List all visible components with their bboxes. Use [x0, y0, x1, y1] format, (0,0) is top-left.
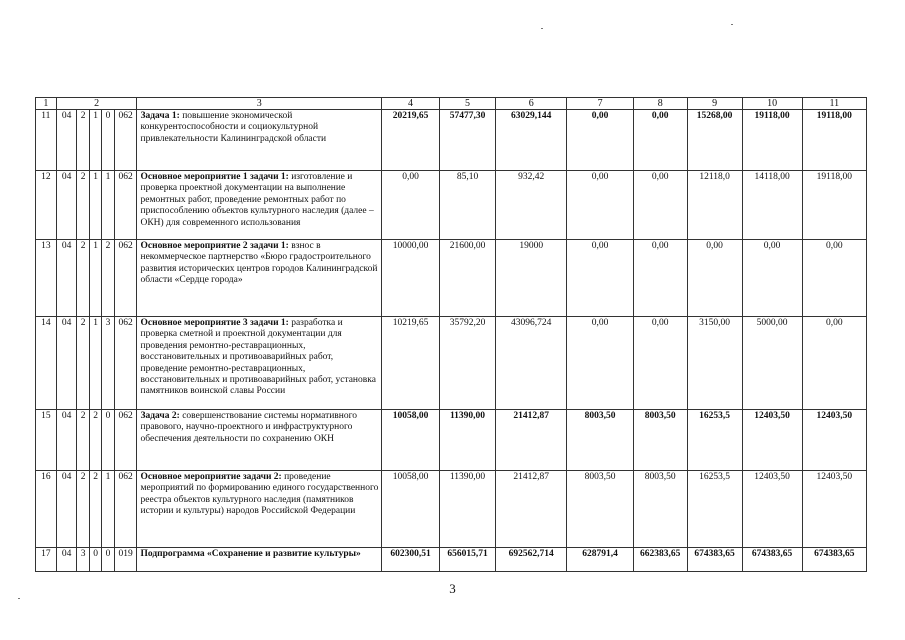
- table-row: [36, 110, 867, 171]
- value-cell: 0,00: [633, 317, 687, 410]
- value-cell: 12403,50: [742, 410, 802, 471]
- value-cell: 674383,65: [687, 548, 742, 572]
- row-number-cell: 16: [36, 471, 57, 548]
- description-cell: [137, 110, 382, 171]
- value-cell: 57477,30: [440, 110, 496, 171]
- value-cell: 674383,65: [742, 548, 802, 572]
- code-cell: 062: [114, 110, 137, 171]
- header-cell: 10: [742, 98, 802, 110]
- scan-speck: [731, 24, 733, 25]
- value-cell: 5000,00: [742, 317, 802, 410]
- row-number-cell: 15: [36, 410, 57, 471]
- code-cell: 1: [89, 317, 101, 410]
- value-cell: 12403,50: [742, 471, 802, 548]
- code-cell: 2: [77, 410, 89, 471]
- value-cell: 19118,00: [802, 171, 866, 240]
- value-cell: 10058,00: [382, 410, 440, 471]
- table-row: [36, 410, 867, 471]
- value-cell: 10058,00: [382, 471, 440, 548]
- code-cell: 1: [89, 240, 101, 317]
- description-text: взнос в некоммерческое партнерство «Бюро градостроительного развития исторических центров городов Калининградской области «Сердце города»: [140, 241, 378, 286]
- description-title: Основное мероприятие 2 задачи 1:: [140, 241, 289, 251]
- value-cell: 0,00: [802, 240, 866, 317]
- table-body: [36, 110, 867, 572]
- value-cell: 0,00: [567, 171, 633, 240]
- value-cell: 10000,00: [382, 240, 440, 317]
- scan-speck: [541, 28, 543, 29]
- value-cell: 8003,50: [567, 410, 633, 471]
- table-row: [36, 548, 867, 572]
- value-cell: 15268,00: [687, 110, 742, 171]
- code-cell: 0: [102, 548, 114, 572]
- value-cell: 8003,50: [633, 410, 687, 471]
- scan-speck: [18, 598, 20, 599]
- value-cell: 85,10: [440, 171, 496, 240]
- value-cell: 0,00: [382, 171, 440, 240]
- header-cell: 1: [36, 98, 57, 110]
- code-cell: 062: [114, 171, 137, 240]
- code-cell: 04: [56, 240, 77, 317]
- budget-table: [35, 97, 867, 572]
- value-cell: 21412,87: [495, 410, 566, 471]
- value-cell: 0,00: [633, 171, 687, 240]
- code-cell: 3: [102, 317, 114, 410]
- value-cell: 10219,65: [382, 317, 440, 410]
- value-cell: 602300,51: [382, 548, 440, 572]
- value-cell: 0,00: [687, 240, 742, 317]
- description-title: Основное мероприятие 1 задачи 1:: [140, 172, 289, 182]
- code-cell: 2: [89, 471, 101, 548]
- description-cell: [137, 548, 382, 572]
- table-row: [36, 240, 867, 317]
- code-cell: 0: [102, 110, 114, 171]
- value-cell: 0,00: [742, 240, 802, 317]
- description-title: Основное мероприятие 3 задачи 1:: [140, 318, 289, 328]
- description-title: Задача 1:: [140, 111, 180, 121]
- description-cell: [137, 471, 382, 548]
- description-cell: [137, 317, 382, 410]
- value-cell: 0,00: [567, 317, 633, 410]
- row-number-cell: 17: [36, 548, 57, 572]
- value-cell: 43096,724: [495, 317, 566, 410]
- value-cell: 0,00: [633, 110, 687, 171]
- code-cell: 04: [56, 548, 77, 572]
- description-title: Основное мероприятие задачи 2:: [140, 472, 282, 482]
- code-cell: 04: [56, 110, 77, 171]
- value-cell: 19118,00: [802, 110, 866, 171]
- code-cell: 04: [56, 410, 77, 471]
- value-cell: 11390,00: [440, 410, 496, 471]
- description-text: повышение экономической конкурентоспособности и социокультурной привлекательности Калининградской области: [140, 111, 327, 144]
- code-cell: 3: [77, 548, 89, 572]
- value-cell: 35792,20: [440, 317, 496, 410]
- table-row: [36, 171, 867, 240]
- description-text: изготовление и проверка проектной документации на выполнение ремонтных работ, проведение ремонтных работ по приспособлению объектов культурного наследия (далее – ОКН) для современного использования: [140, 172, 374, 228]
- code-cell: 04: [56, 317, 77, 410]
- header-cell: 11: [802, 98, 866, 110]
- value-cell: 12403,50: [802, 471, 866, 548]
- value-cell: 656015,71: [440, 548, 496, 572]
- header-cell: 8: [633, 98, 687, 110]
- header-cell: 3: [137, 98, 382, 110]
- code-cell: 1: [102, 471, 114, 548]
- value-cell: 932,42: [495, 171, 566, 240]
- table-row: [36, 471, 867, 548]
- table-row: [36, 317, 867, 410]
- value-cell: 11390,00: [440, 471, 496, 548]
- value-cell: 674383,65: [802, 548, 866, 572]
- description-cell: [137, 240, 382, 317]
- value-cell: 692562,714: [495, 548, 566, 572]
- value-cell: 19118,00: [742, 110, 802, 171]
- description-text: совершенствование системы нормативного правового, научно-проектного и инфраструктурного обеспечения деятельности по сохранению ОКН: [140, 411, 358, 444]
- header-row: [36, 98, 867, 110]
- value-cell: 12118,0: [687, 171, 742, 240]
- value-cell: 0,00: [567, 240, 633, 317]
- code-cell: 2: [89, 410, 101, 471]
- value-cell: 19000: [495, 240, 566, 317]
- code-cell: 1: [89, 171, 101, 240]
- code-cell: 1: [102, 171, 114, 240]
- value-cell: 63029,144: [495, 110, 566, 171]
- code-cell: 2: [77, 317, 89, 410]
- value-cell: 21600,00: [440, 240, 496, 317]
- description-text: разработка и проверка сметной и проектной документации для проведения ремонтно-реставрационных, восстановительных и противоаварийных работ, проведение ремонтно-реставрационных, восстановительных и противоаварийных работ, установка памятников воинской славы России: [140, 318, 376, 397]
- value-cell: 3150,00: [687, 317, 742, 410]
- value-cell: 8003,50: [567, 471, 633, 548]
- value-cell: 0,00: [567, 110, 633, 171]
- code-cell: 2: [77, 471, 89, 548]
- header-cell: 4: [382, 98, 440, 110]
- description-cell: [137, 171, 382, 240]
- header-cell: 7: [567, 98, 633, 110]
- code-cell: 2: [77, 110, 89, 171]
- code-cell: 062: [114, 471, 137, 548]
- value-cell: 628791,4: [567, 548, 633, 572]
- header-cell: 6: [495, 98, 566, 110]
- code-cell: 062: [114, 410, 137, 471]
- page-number: 3: [449, 581, 456, 596]
- code-cell: 0: [102, 410, 114, 471]
- description-text: проведение мероприятий по формированию единого государственного реестра объектов культурного наследия (памятников истории и культуры) народов Российской Федерации: [140, 472, 379, 517]
- code-cell: 062: [114, 240, 137, 317]
- code-cell: 04: [56, 471, 77, 548]
- header-cell: 5: [440, 98, 496, 110]
- row-number-cell: 14: [36, 317, 57, 410]
- code-cell: 2: [77, 171, 89, 240]
- row-number-cell: 11: [36, 110, 57, 171]
- row-number-cell: 13: [36, 240, 57, 317]
- value-cell: 0,00: [633, 240, 687, 317]
- value-cell: 16253,5: [687, 410, 742, 471]
- code-cell: 04: [56, 171, 77, 240]
- code-cell: 2: [77, 240, 89, 317]
- value-cell: 20219,65: [382, 110, 440, 171]
- value-cell: 662383,65: [633, 548, 687, 572]
- description-cell: [137, 410, 382, 471]
- header-cell: 2: [56, 98, 137, 110]
- description-title: Задача 2:: [140, 411, 180, 421]
- code-cell: 019: [114, 548, 137, 572]
- value-cell: 21412,87: [495, 471, 566, 548]
- value-cell: 8003,50: [633, 471, 687, 548]
- code-cell: 1: [89, 110, 101, 171]
- code-cell: 0: [89, 548, 101, 572]
- description-title: Подпрограмма «Сохранение и развитие культуры»: [140, 549, 361, 559]
- code-cell: 062: [114, 317, 137, 410]
- value-cell: 16253,5: [687, 471, 742, 548]
- row-number-cell: 12: [36, 171, 57, 240]
- value-cell: 14118,00: [742, 171, 802, 240]
- code-cell: 2: [102, 240, 114, 317]
- header-cell: 9: [687, 98, 742, 110]
- value-cell: 12403,50: [802, 410, 866, 471]
- value-cell: 0,00: [802, 317, 866, 410]
